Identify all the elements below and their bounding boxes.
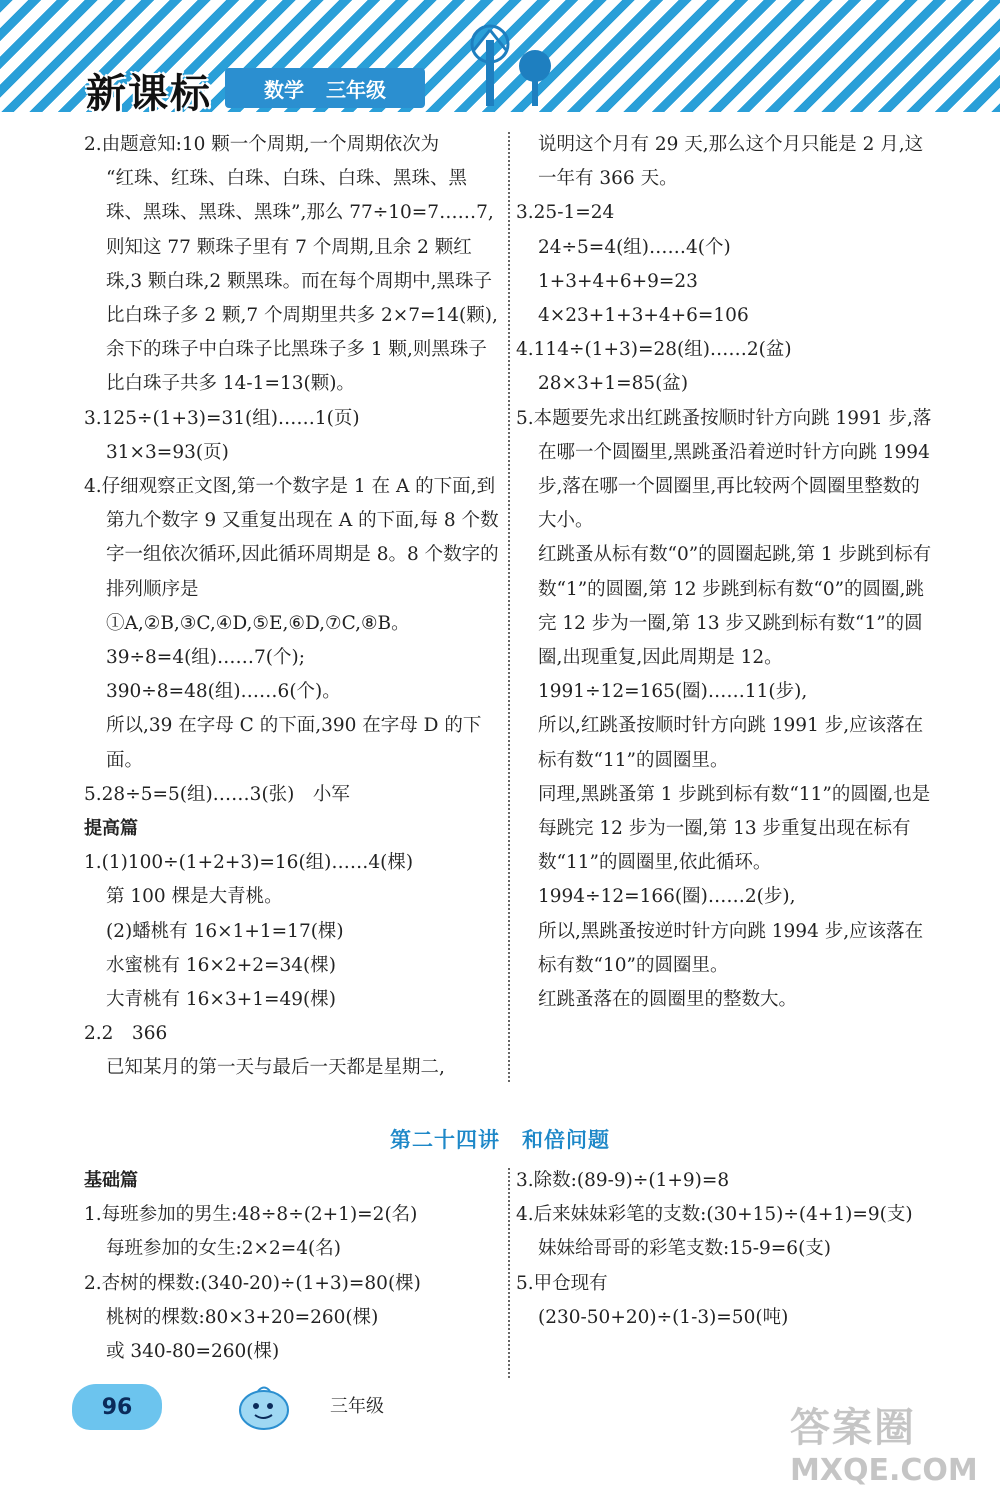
right-line: 所以,红跳蚤按顺时针方向跳 1991 步,应该落在标有数“11”的圆圈里。 [538,715,924,771]
column-divider [508,1168,510,1378]
watermark [790,1396,978,1488]
page-number: 96 [101,1394,133,1420]
brand-title: 新课标 [86,71,212,112]
right-line: 4×23+1+3+4+6=106 [538,305,749,327]
right-line: 24÷5=4(组)……4(个) [538,236,731,258]
left-line: 31×3=93(页) [106,441,229,463]
grade-label: 三年级 [326,77,386,102]
right-line: 5.甲仓现有 [516,1272,608,1294]
right-line: 同理,黑跳蚤第 1 步跳到标有数“11”的圆圈,也是每跳完 12 步为一圈,第 13 步重复出现在标有数“11”的圆圈里,依此循环。 [538,783,931,874]
right-line: 3.除数:(89-9)÷(1+9)=8 [516,1170,730,1191]
right-column [516,128,934,1017]
right-line: 1994÷12=166(圈)……2(步), [538,886,796,908]
left-line: 4.仔细观察正文图,第一个数字是 1 在 A 的下面,到第九个数字 9 又重复出现在 A 的下面,每 8 个数字一组依次循环,因此循环周期是 8。8 个数字的排列顺序是①A,②B,③C,④D,⑤E,⑥D,⑦C,⑧B。 [84,476,499,634]
left-column [84,128,502,1086]
left-line: 1.(1)100÷(1+2+3)=16(组)……4(棵) [84,852,414,874]
right-line: 妹妹给哥哥的彩笔支数:15-9=6(支) [538,1238,832,1260]
right-line: 所以,黑跳蚤按逆时针方向跳 1994 步,应该落在标有数“10”的圆圈里。 [538,920,924,976]
header-banner [0,0,1000,112]
left-line: 5.28÷5=5(组)……3(张) 小军 [84,783,350,805]
lecture-title: 第二十四讲 和倍问题 [390,1128,610,1152]
right-line: 28×3+1=85(盆) [538,373,689,395]
column-divider [508,132,510,1082]
left-line: 桃树的棵数:80×3+20=260(棵) [106,1306,379,1328]
left-line: 每班参加的女生:2×2=4(名) [106,1238,341,1260]
watermark-bottom: MXQE.COM [790,1453,978,1488]
right-line: 5.本题要先求出红跳蚤按顺时针方向跳 1991 步,落在哪一个圆圈里,黑跳蚤沿着逆时针方向跳 1994 步,落在哪一个圆圈里,再比较两个圆圈里整数的大小。 [516,407,932,532]
right-line: 1991÷12=165(圈)……11(步), [538,681,808,703]
left-line: 2.杏树的棵数:(340-20)÷(1+3)=80(棵) [84,1272,421,1294]
subject-pill [225,68,425,108]
footer-grade: 三年级 [330,1396,384,1417]
left-line: 390÷8=48(组)……6(个)。 [106,681,341,703]
left-line: 3.125÷(1+3)=31(组)……1(页) [84,407,360,429]
left-line: 第 100 棵是大青桃。 [106,886,283,908]
left-line: 所以,39 在字母 C 的下面,390 在字母 D 的下面。 [106,715,482,771]
right-column-lower [516,1164,934,1335]
section-heading: 提高篇 [84,818,138,840]
left-line: (2)蟠桃有 16×1+1=17(棵) [106,920,344,942]
right-line: 红跳蚤落在的圆圈里的整数大。 [538,989,798,1011]
left-line: 1.每班参加的男生:48÷8÷(2+1)=2(名) [84,1204,418,1226]
left-line: 水蜜桃有 16×2+2=34(棵) [106,954,336,976]
section-heading: 基础篇 [84,1170,138,1191]
right-line: 红跳蚤从标有数“0”的圆圈起跳,第 1 步跳到标有数“1”的圆圈,第 12 步跳到标有数“0”的圆圈,跳完 12 步为一圈,第 13 步又跳到标有数“1”的圆圈,出现重复,因此周期是 12。 [538,544,932,669]
left-line: “红珠、红珠、白珠、白珠、白珠、黑珠、黑珠、黑珠、黑珠、黑珠”,那么 77÷10=7……7,则知这 77 颗珠子里有 7 个周期,且余 2 颗红珠,3 颗白珠,2 颗黑珠。而在每个周期中,黑珠子比白珠子多 2 颗,7 个周期里共多 2×7=14(颗),余下的珠子中白珠子比黑珠子多 1 颗,则黑珠子比白珠子共多 14-1=13(颗)。 [106,168,498,395]
left-line: 已知某月的第一天与最后一天都是星期二, [106,1057,445,1079]
tree-icon [460,20,570,110]
subject-label: 数学 [264,77,304,102]
right-line: 4.114÷(1+3)=28(组)……2(盆) [516,339,792,361]
left-line: 或 340-80=260(棵) [106,1341,280,1363]
left-column-lower [84,1164,502,1369]
left-line: 2.由题意知:10 颗一个周期,一个周期依次为 [84,134,440,155]
left-line: 39÷8=4(组)……7(个); [106,647,305,669]
right-line: 1+3+4+6+9=23 [538,270,698,292]
page-number-badge [72,1384,162,1430]
left-line: 大青桃有 16×3+1=49(棵) [106,989,336,1011]
right-line: 3.25-1=24 [516,202,615,224]
watermark-top: 答案圈 [790,1405,916,1451]
mascot-icon [236,1382,292,1432]
right-line: (230-50+20)÷(1-3)=50(吨) [538,1306,789,1328]
right-line: 4.后来妹妹彩笔的支数:(30+15)÷(4+1)=9(支) [516,1204,913,1226]
right-line: 说明这个月有 29 天,那么这个月只能是 2 月,这一年有 366 天。 [538,134,924,190]
left-line: 2.2 366 [84,1023,168,1045]
